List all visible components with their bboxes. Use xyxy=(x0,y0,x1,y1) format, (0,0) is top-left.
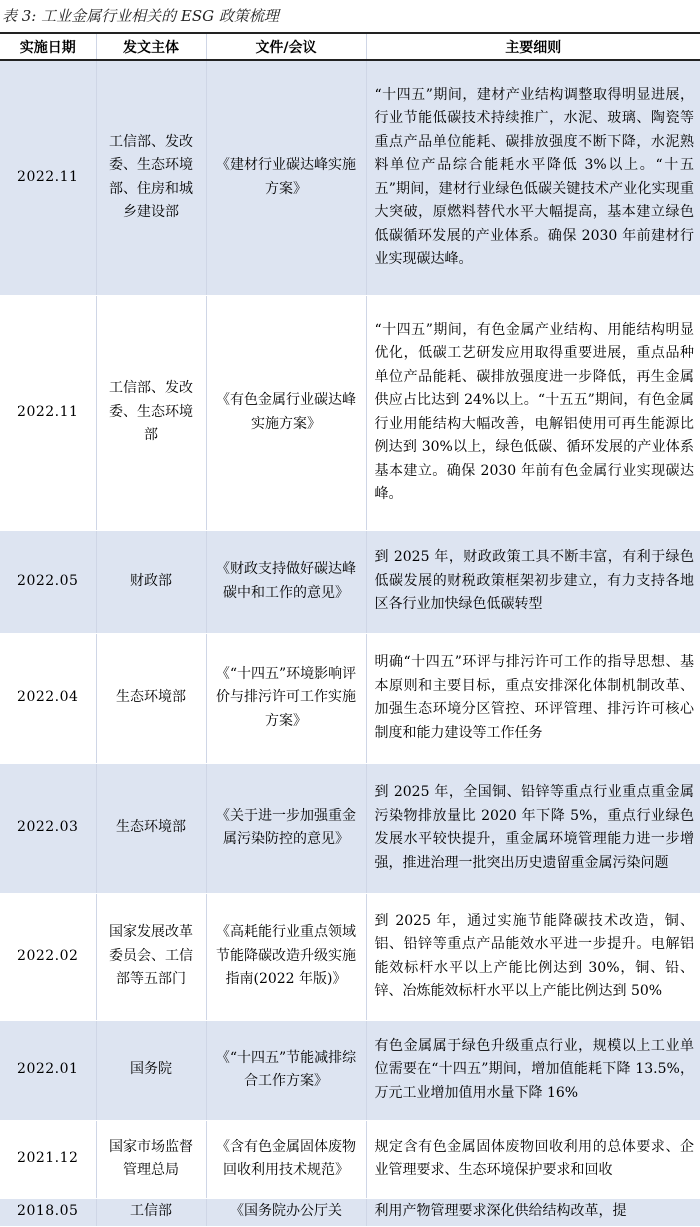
detail-cell: 到 2025 年，通过实施节能降碳技术改造，铜、铝、铅锌等重点产品能效水平进一步提升。电解铝能效标杆水平以上产能比例达到 30%，铜、铅、锌、冶炼能效标杆水平以上产能比例达到 50% xyxy=(366,893,700,1020)
esg-policy-table xyxy=(0,32,700,1227)
issuer-cell: 工信部 xyxy=(96,1198,206,1226)
document-cell: 《国务院办公厅关 xyxy=(206,1198,366,1226)
date-cell: 2021.12 xyxy=(0,1120,96,1198)
detail-cell: “十四五”期间，有色金属产业结构、用能结构明显优化，低碳工艺研发应用取得重要进展，重点品种单位产品能耗、碳排放强度进一步降低，再生金属供应占比达到 24%以上。“十五五”期间，有色金属行业用能结构大幅改善，电解铝使用可再生能源比例达到 30%以上，绿色低碳、循环发展的产业体系基本建立。确保 2030 年前有色金属行业实现碳达峰。 xyxy=(366,295,700,530)
date-cell: 2022.01 xyxy=(0,1020,96,1120)
document-cell: 《有色金属行业碳达峰实施方案》 xyxy=(206,295,366,530)
detail-cell: “十四五”期间，建材产业结构调整取得明显进展，行业节能低碳技术持续推广，水泥、玻璃、陶瓷等重点产品单位能耗、碳排放强度不断下降，水泥熟料单位产品综合能耗水平降低 3%以上。“十五五”期间，建材行业绿色低碳关键技术产业化实现重大突破，原燃料替代水平大幅提高，基本建立绿色低碳循环发展的产业体系。确保 2030 年前建材行业实现碳达峰。 xyxy=(366,60,700,295)
table-row xyxy=(0,1120,700,1198)
detail-cell: 到 2025 年，财政政策工具不断丰富，有利于绿色低碳发展的财税政策框架初步建立，有力支持各地区各行业加快绿色低碳转型 xyxy=(366,530,700,633)
detail-cell: 有色金属属于绿色升级重点行业，规模以上工业单位需要在“十四五”期间，增加值能耗下降 13.5%，万元工业增加值用水量下降 16% xyxy=(366,1020,700,1120)
table-row xyxy=(0,893,700,1020)
column-header-document: 文件/会议 xyxy=(206,33,366,60)
table-caption: 表 3: 工业金属行业相关的 ESG 政策梳理 xyxy=(2,7,279,25)
table-row xyxy=(0,60,700,295)
table-row xyxy=(0,530,700,633)
column-header-detail: 主要细则 xyxy=(366,33,700,60)
table-row xyxy=(0,1020,700,1120)
table-row xyxy=(0,295,700,530)
date-cell: 2022.03 xyxy=(0,763,96,893)
date-cell: 2022.04 xyxy=(0,633,96,763)
detail-cell: 明确“十四五”环评与排污许可工作的指导思想、基本原则和主要目标，重点安排深化体制机制改革、加强生态环境分区管控、环评管理、排污许可核心制度和能力建设等工作任务 xyxy=(366,633,700,763)
date-cell: 2018.05 xyxy=(0,1198,96,1226)
table-row xyxy=(0,1198,700,1226)
issuer-cell: 工信部、发改委、生态环境部 xyxy=(96,295,206,530)
document-cell: 《“十四五”环境影响评价与排污许可工作实施方案》 xyxy=(206,633,366,763)
issuer-cell: 生态环境部 xyxy=(96,763,206,893)
issuer-cell: 国家发展改革委员会、工信部等五部门 xyxy=(96,893,206,1020)
column-header-date: 实施日期 xyxy=(0,33,96,60)
document-cell: 《“十四五”节能减排综合工作方案》 xyxy=(206,1020,366,1120)
document-cell: 《含有色金属固体废物回收利用技术规范》 xyxy=(206,1120,366,1198)
issuer-cell: 财政部 xyxy=(96,530,206,633)
column-header-issuer: 发文主体 xyxy=(96,33,206,60)
table-row xyxy=(0,763,700,893)
issuer-cell: 生态环境部 xyxy=(96,633,206,763)
issuer-cell: 工信部、发改委、生态环境部、住房和城乡建设部 xyxy=(96,60,206,295)
header-row xyxy=(0,33,700,60)
detail-cell: 到 2025 年，全国铜、铅锌等重点行业重点重金属污染物排放量比 2020 年下降 5%，重点行业绿色发展水平较快提升，重金属环境管理能力进一步增强，推进治理一批突出历史遗留重金属污染问题 xyxy=(366,763,700,893)
issuer-cell: 国家市场监督管理总局 xyxy=(96,1120,206,1198)
date-cell: 2022.02 xyxy=(0,893,96,1020)
date-cell: 2022.05 xyxy=(0,530,96,633)
table-row xyxy=(0,633,700,763)
issuer-cell: 国务院 xyxy=(96,1020,206,1120)
document-cell: 《高耗能行业重点领域节能降碳改造升级实施指南(2022 年版)》 xyxy=(206,893,366,1020)
document-cell: 《关于进一步加强重金属污染防控的意见》 xyxy=(206,763,366,893)
document-cell: 《建材行业碳达峰实施方案》 xyxy=(206,60,366,295)
detail-cell: 利用产物管理要求深化供给结构改革，提 xyxy=(366,1198,700,1226)
date-cell: 2022.11 xyxy=(0,60,96,295)
detail-cell: 规定含有色金属固体废物回收利用的总体要求、企业管理要求、生态环境保护要求和回收 xyxy=(366,1120,700,1198)
document-cell: 《财政支持做好碳达峰碳中和工作的意见》 xyxy=(206,530,366,633)
date-cell: 2022.11 xyxy=(0,295,96,530)
